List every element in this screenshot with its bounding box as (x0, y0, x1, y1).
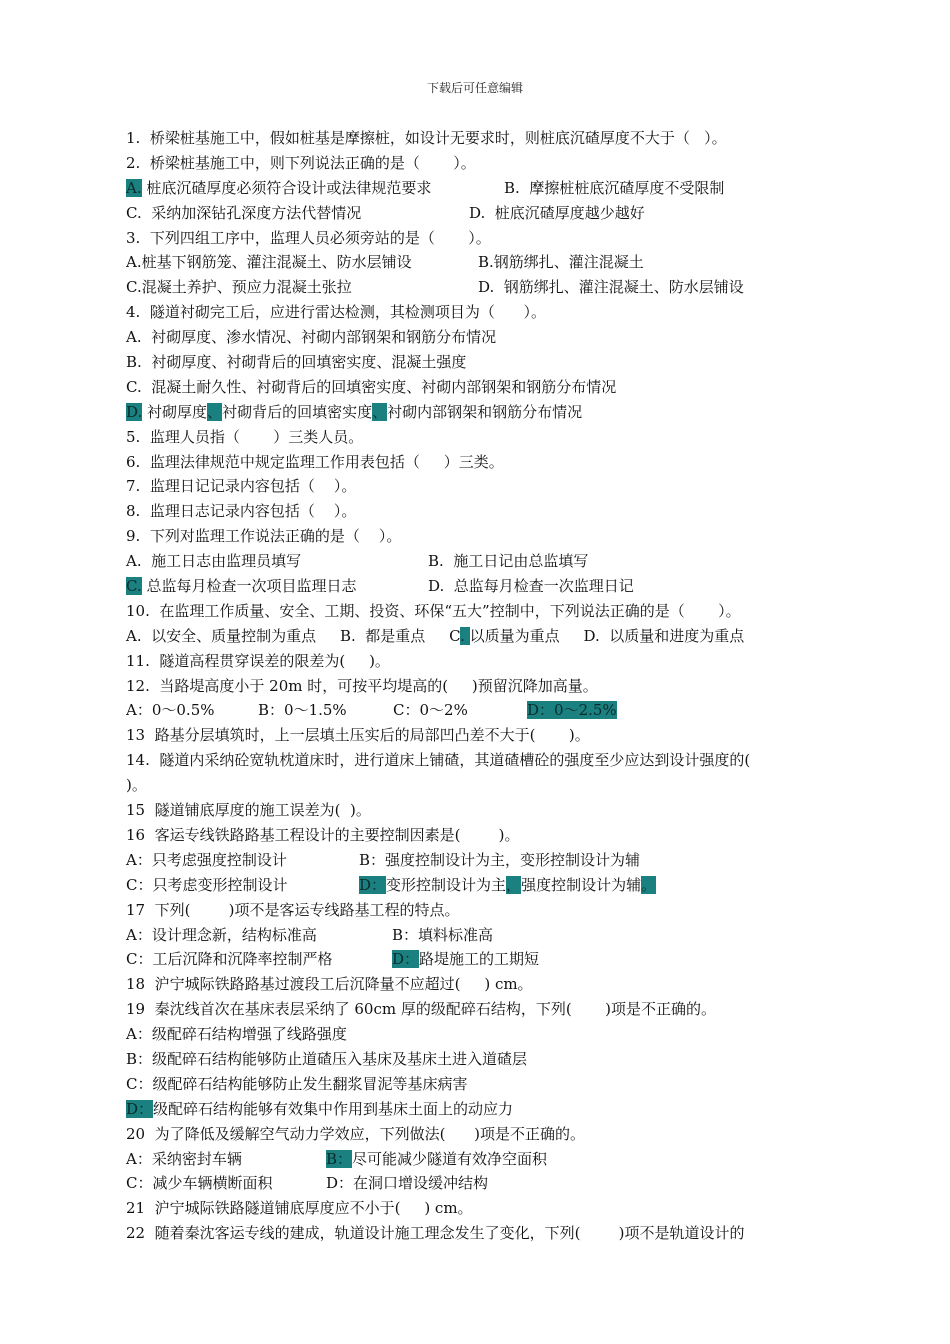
text-line: 20 为了降低及缓解空气动力学效应，下列做法( )项是不正确的。 (126, 1124, 585, 1143)
text-line: 12. 当路堤高度小于 20m 时，可按平均堤高的( )预留沉降加高量。 (126, 676, 598, 695)
text-line: C：级配碎石结构能够防止发生翻浆冒泥等基床病害 (126, 1074, 468, 1093)
text-run: D：在洞口增设缓冲结构 (326, 1174, 489, 1193)
text-line: 21 沪宁城际铁路隧道铺底厚度应不小于( ) cm。 (126, 1199, 473, 1218)
text-run: B：填料标准高 (392, 925, 494, 944)
text-line: C. 混凝土耐久性、衬砌背后的回填密实度、衬砌内部钢架和钢筋分布情况 (126, 377, 617, 396)
option-column (126, 947, 392, 972)
highlighted-answer: C. (126, 577, 142, 596)
option-column (393, 698, 527, 723)
text-run: A：设计理念新，结构标准高 (126, 925, 317, 944)
option-column (126, 698, 258, 723)
text-run: C：只考虑变形控制设计 (126, 875, 288, 894)
text-run: 强度控制设计为辅 (521, 875, 642, 894)
text-run: 变形控制设计为主 (386, 875, 507, 894)
text-line: B：级配碎石结构能够防止道碴压入基床及基床土进入道碴层 (126, 1049, 528, 1068)
text-run: A. 以安全、质量控制为重点 B. 都是重点 C (126, 626, 461, 645)
text-line: )。 (126, 776, 147, 795)
option-column (326, 1147, 547, 1172)
option-column (126, 275, 478, 300)
highlighted-answer: 、 (207, 402, 223, 421)
option-column (126, 1147, 326, 1172)
text-run: C.混凝土养护、预应力混凝土张拉 (126, 278, 352, 297)
highlighted-answer: 、 (372, 402, 388, 421)
text-line: 9. 下列对监理工作说法正确的是（ ）。 (126, 527, 402, 546)
text-run: 衬砌厚度 (142, 402, 208, 421)
text-line (126, 923, 846, 948)
text-run: 尽可能减少隧道有效净空面积 (352, 1149, 548, 1168)
text-line (126, 574, 846, 599)
option-column (126, 848, 359, 873)
text-line: A：级配碎石结构增强了线路强度 (126, 1025, 347, 1044)
option-column (126, 549, 428, 574)
text-line: 8. 监理日志记录内容包括（ ）。 (126, 502, 357, 521)
text-run: D. 钢筋绑扎、灌注混凝土、防水层铺设 (478, 278, 744, 297)
text-line: 19 秦沈线首次在基床表层采纳了 60cm 厚的级配碎石结构，下列( )项是不正确的。 (126, 1000, 716, 1019)
option-column (126, 574, 428, 599)
text-line: 18 沪宁城际铁路路基过渡段工后沉降量不应超过( ) cm。 (126, 975, 533, 994)
option-column (504, 176, 724, 201)
option-column (428, 574, 634, 599)
text-line: 10. 在监理工作质量、安全、工期、投资、环保“五大”控制中，下列说法正确的是（ ）。 (126, 601, 741, 620)
highlighted-answer: 。 (641, 875, 657, 894)
text-run: A.桩基下钢筋笼、灌注混凝土、防水层铺设 (126, 253, 412, 272)
option-column (478, 275, 744, 300)
option-column (527, 698, 617, 723)
text-run: 路堤施工的工期短 (419, 950, 540, 969)
text-line: 22 随着秦沈客运专线的建成，轨道设计施工理念发生了变化，下列( )项不是轨道设计的 (126, 1224, 745, 1243)
highlighted-answer: D： (392, 950, 420, 969)
text-line: 7. 监理日记记录内容包括（ ）。 (126, 477, 357, 496)
text-run: D. 桩底沉碴厚度越少越好 (469, 203, 645, 222)
text-line: 17 下列( )项不是客运专线路基工程的特点。 (126, 900, 460, 919)
highlighted-answer: D： (359, 875, 387, 894)
text-line (126, 1097, 846, 1122)
text-line (126, 624, 846, 649)
text-line (126, 201, 846, 226)
text-line (126, 549, 846, 574)
text-line: 6. 监理法律规范中规定监理工作用表包括（ ）三类。 (126, 452, 504, 471)
text-run: B. 摩擦桩桩底沉碴厚度不受限制 (504, 178, 725, 197)
highlighted-answer: D： (126, 1099, 154, 1118)
text-run: 总监每月检查一次项目监理日志 (141, 577, 357, 596)
highlighted-answer: A. (126, 178, 142, 197)
text-run: D. 总监每月检查一次监理日记 (428, 577, 634, 596)
option-column (359, 873, 656, 898)
document-body (126, 126, 846, 1246)
option-column (126, 201, 469, 226)
highlighted-answer: D：0～2.5% (527, 701, 617, 720)
text-run: A：只考虑强度控制设计 (126, 850, 287, 869)
option-column (359, 848, 640, 873)
option-column (126, 176, 504, 201)
text-line: 11. 隧道高程贯穿误差的限差为( )。 (126, 651, 390, 670)
text-run: 衬砌背后的回填密实度 (222, 402, 373, 421)
text-line: B. 衬砌厚度、衬砌背后的回填密实度、混凝土强度 (126, 353, 467, 372)
text-line: 2. 桥梁桩基施工中，则下列说法正确的是（ ）。 (126, 153, 476, 172)
highlighted-answer: D. (126, 402, 143, 421)
text-run: 以质量为重点 D. 以质量和进度为重点 (469, 626, 745, 645)
text-run: 衬砌内部钢架和钢筋分布情况 (387, 402, 583, 421)
text-line (126, 873, 846, 898)
text-line: A. 衬砌厚度、渗水情况、衬砌内部钢架和钢筋分布情况 (126, 328, 497, 347)
option-column (258, 698, 393, 723)
text-line (126, 698, 846, 723)
option-column (326, 1171, 488, 1196)
text-line: 14. 隧道内采纳砼宽轨枕道床时，进行道床上铺碴，其道碴槽砼的强度至少应达到设计强度的( (126, 751, 751, 770)
text-line: 1. 桥梁桩基施工中，假如桩基是摩擦桩，如设计无要求时，则桩底沉碴厚度不大于（ ）。 (126, 129, 727, 147)
text-run: C：0～2% (393, 701, 468, 720)
text-run: A. 施工日志由监理员填写 (126, 552, 302, 571)
highlighted-answer: ， (506, 875, 522, 894)
text-run: 级配碎石结构能够有效集中作用到基床土面上的动应力 (153, 1099, 514, 1118)
option-column (478, 250, 644, 275)
text-line: 3. 下列四组工序中，监理人员必须旁站的是（ ）。 (126, 228, 491, 247)
option-column (126, 923, 392, 948)
text-line: 4. 隧道衬砌完工后，应进行雷达检测，其检测项目为（ ）。 (126, 303, 546, 322)
text-run: A：0～0.5% (126, 701, 215, 720)
text-line (126, 176, 846, 201)
text-run: C：工后沉降和沉降率控制严格 (126, 950, 333, 969)
text-run: B. 施工日记由总监填写 (428, 552, 589, 571)
text-line: 13 路基分层填筑时，上一层填土压实后的局部凹凸差不大于( )。 (126, 726, 590, 745)
text-line (126, 1147, 846, 1172)
text-run: B：0～1.5% (258, 701, 347, 720)
option-column (126, 1171, 326, 1196)
option-column (392, 923, 493, 948)
text-run: C：减少车辆横断面积 (126, 1174, 273, 1193)
highlighted-answer: B： (326, 1149, 353, 1168)
text-run: B：强度控制设计为主，变形控制设计为辅 (359, 850, 641, 869)
highlighted-answer: . (460, 626, 470, 645)
text-line: 16 客运专线铁路路基工程设计的主要控制因素是( )。 (126, 825, 520, 844)
text-line: 15 隧道铺底厚度的施工误差为( )。 (126, 801, 371, 820)
text-run: C. 采纳加深钻孔深度方法代替情况 (126, 203, 362, 222)
text-line (126, 947, 846, 972)
option-column (126, 873, 359, 898)
text-line (126, 250, 846, 275)
option-column (126, 250, 478, 275)
text-line (126, 848, 846, 873)
text-line (126, 400, 846, 425)
option-column (392, 947, 539, 972)
page-header: 下载后可任意编辑 (426, 81, 523, 95)
text-run: B.钢筋绑扎、灌注混凝土 (478, 253, 644, 272)
option-column (428, 549, 588, 574)
text-line (126, 1171, 846, 1196)
option-column (469, 201, 645, 226)
text-line: 5. 监理人员指（ ）三类人员。 (126, 427, 364, 446)
text-run: A：采纳密封车辆 (126, 1149, 242, 1168)
text-run: 桩底沉碴厚度必须符合设计或法律规范要求 (141, 178, 432, 197)
text-line (126, 275, 846, 300)
